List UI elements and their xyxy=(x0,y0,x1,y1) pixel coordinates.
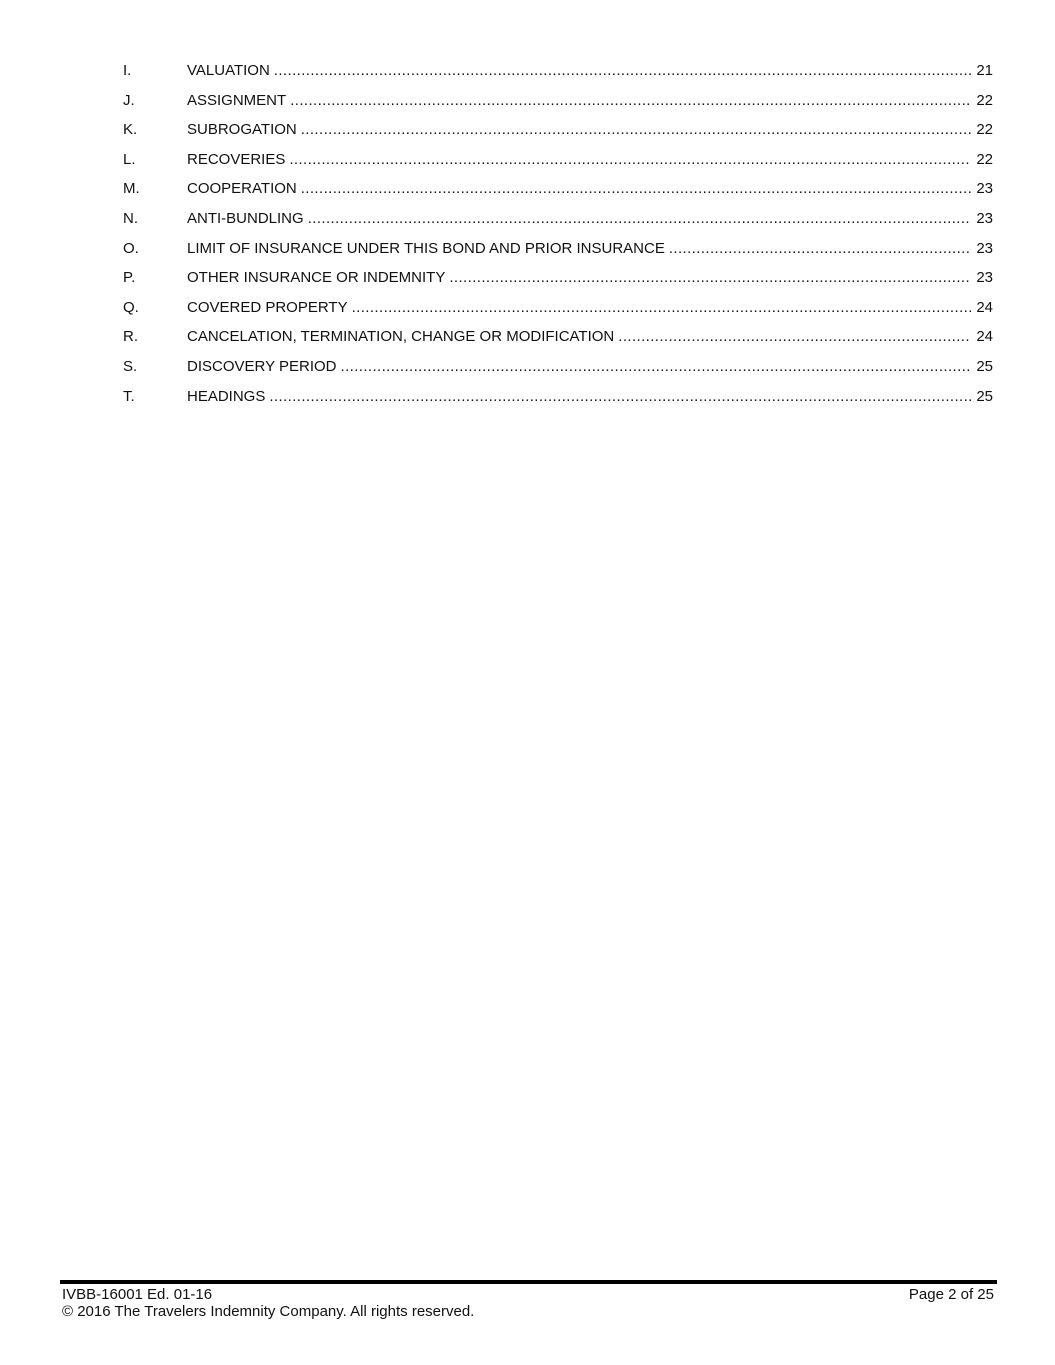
toc-entry xyxy=(123,86,993,116)
toc-entry xyxy=(123,174,993,204)
toc-leader-dots xyxy=(308,204,972,234)
toc-leader-dots xyxy=(618,322,971,352)
toc-entry-title: COOPERATION xyxy=(187,180,297,198)
toc-entry-title: COVERED PROPERTY xyxy=(187,298,348,316)
toc-entry-title: VALUATION xyxy=(187,62,270,79)
toc-entry-page-number: 25 xyxy=(976,357,993,375)
footer-rule xyxy=(60,1280,997,1284)
toc-entry xyxy=(123,115,993,145)
toc-entry-page-number: 23 xyxy=(976,269,993,287)
toc-entry-title: ASSIGNMENT xyxy=(187,91,287,109)
toc-entry-page-number: 22 xyxy=(976,91,993,109)
toc-entry xyxy=(123,204,993,234)
toc-leader-dots xyxy=(289,145,971,175)
toc-leader-dots xyxy=(341,352,972,382)
footer-copyright: © 2016 The Travelers Indemnity Company. All rights reserved. xyxy=(62,1303,475,1320)
toc-entry-page-number: 24 xyxy=(976,328,993,346)
toc-entry-page-number: 23 xyxy=(976,239,993,257)
toc-entry-title: RECOVERIES xyxy=(187,150,286,168)
toc-leader-dots xyxy=(301,115,972,145)
toc-entry-page-number: 23 xyxy=(976,180,993,198)
toc-entry-page-number: 23 xyxy=(976,209,993,227)
toc-entry-letter: I. xyxy=(123,62,132,79)
toc-entry xyxy=(123,263,993,293)
toc-entry-letter: M. xyxy=(123,180,140,198)
table-of-contents xyxy=(123,56,993,411)
toc-entry-letter: N. xyxy=(123,209,138,227)
toc-entry-title: DISCOVERY PERIOD xyxy=(187,357,337,375)
toc-entry xyxy=(123,56,993,86)
page-footer xyxy=(62,1286,994,1320)
toc-entry-title: ANTI-BUNDLING xyxy=(187,209,304,227)
toc-entry-title: OTHER INSURANCE OR INDEMNITY xyxy=(187,269,446,287)
toc-entry xyxy=(123,352,993,382)
toc-entry-letter: T. xyxy=(123,387,135,405)
toc-entry-page-number: 22 xyxy=(976,150,993,168)
toc-leader-dots xyxy=(269,382,971,412)
toc-entry xyxy=(123,293,993,323)
toc-entry-page-number: 21 xyxy=(976,62,993,79)
toc-leader-dots xyxy=(449,263,971,293)
footer-page-indicator: Page 2 of 25 xyxy=(908,1286,994,1303)
toc-entry-title: CANCELATION, TERMINATION, CHANGE OR MODIFICATION xyxy=(187,328,615,346)
toc-entry xyxy=(123,382,993,412)
toc-entry-letter: Q. xyxy=(123,298,139,316)
toc-entry-letter: O. xyxy=(123,239,139,257)
toc-entry-title: SUBROGATION xyxy=(187,121,297,139)
toc-entry xyxy=(123,145,993,175)
toc-entry-letter: J. xyxy=(123,91,135,109)
toc-entry-letter: K. xyxy=(123,121,138,139)
toc-entry-letter: R. xyxy=(123,328,138,346)
toc-leader-dots xyxy=(274,56,972,86)
toc-entry-title: HEADINGS xyxy=(187,387,266,405)
toc-leader-dots xyxy=(301,174,972,204)
toc-entry-letter: P. xyxy=(123,269,136,287)
toc-entry-page-number: 25 xyxy=(976,387,993,405)
toc-leader-dots xyxy=(352,293,972,323)
toc-entry-title: LIMIT OF INSURANCE UNDER THIS BOND AND PRIOR INSURANCE xyxy=(187,239,665,257)
toc-entry-letter: S. xyxy=(123,357,138,375)
toc-entry xyxy=(123,322,993,352)
toc-entry-page-number: 22 xyxy=(976,121,993,139)
toc-leader-dots xyxy=(669,234,971,264)
toc-entry xyxy=(123,234,993,264)
toc-entry-page-number: 24 xyxy=(976,298,993,316)
footer-form-number: IVBB-16001 Ed. 01-16 xyxy=(62,1286,213,1303)
toc-leader-dots xyxy=(290,86,971,116)
toc-entry-letter: L. xyxy=(123,150,136,168)
